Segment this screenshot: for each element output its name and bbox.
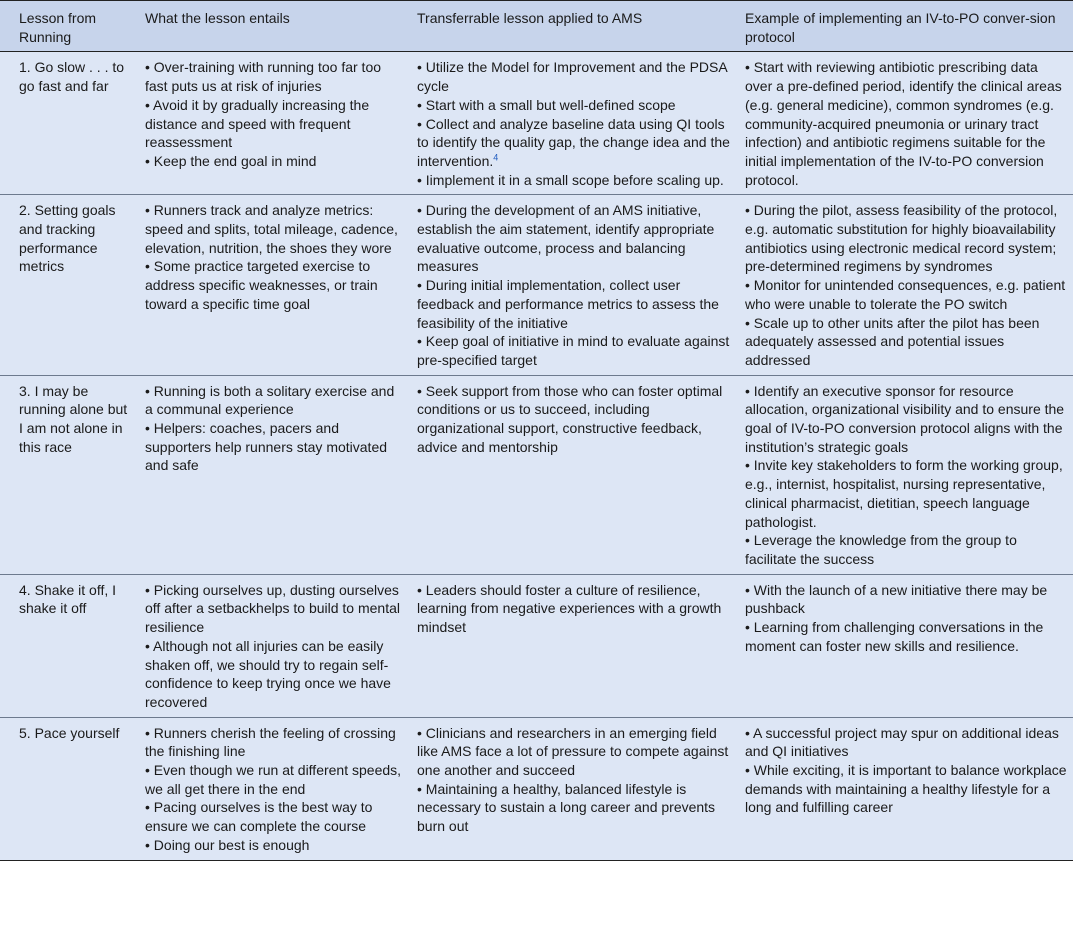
ams-cell (411, 717, 739, 860)
table-row (0, 717, 1073, 860)
entails-cell (139, 195, 411, 375)
table-row (0, 574, 1073, 717)
entails-cell (139, 52, 411, 195)
ams-cell (411, 195, 739, 375)
example-cell (739, 52, 1073, 195)
header-lesson: Lesson from Running (19, 10, 97, 45)
ams-item: • Start with a small but well-defined scope (417, 96, 676, 113)
lesson-cell: 4. Shake it off, I shake it off (19, 581, 117, 617)
entails-item: • Running is both a solitary exercise and a communal experience (145, 382, 395, 418)
entails-item: • Over-training with running too far too fast puts us at risk of injuries (145, 59, 382, 95)
example-item: • Invite key stakeholders to form the working group, e.g., internist, hospitalist, nursing representative, clinical pharmacist, dietitian, speech language pathologist. (745, 457, 1063, 530)
entails-item: • Runners cherish the feeling of crossing the finishing line (145, 724, 396, 760)
ams-cell (411, 375, 739, 574)
entails-item: • Some practice targeted exercise to address specific weaknesses, or train toward a specific time goal (145, 258, 378, 312)
entails-item: • Although not all injuries can be easily shaken off, we should try to regain self-confidence to keep trying once we have recovered (145, 637, 391, 710)
ams-item: • Utilize the Model for Improvement and the PDSA cycle (417, 59, 727, 95)
reference-superscript[interactable]: 4 (493, 152, 499, 163)
example-item: • Monitor for unintended consequences, e.g. patient who were unable to tolerate the PO switch (745, 277, 1066, 312)
entails-cell (139, 574, 411, 717)
entails-item: • Avoid it by gradually increasing the distance and speed with frequent reassessment (145, 96, 370, 151)
ams-item: • Seek support from those who can foster optimal conditions or us to succeed, including organizational support, constructive feedback, advice and mentorship (417, 382, 723, 455)
example-item: • With the launch of a new initiative there may be pushback (745, 581, 1048, 617)
ams-item: • During the development of an AMS initiative, establish the aim statement, identify appropriate evaluative outcome, process and balancing measures (417, 202, 715, 275)
entails-item: • Helpers: coaches, pacers and supporters help runners stay motivated and safe (145, 420, 388, 474)
ams-item: • Keep goal of initiative in mind to evaluate against pre-specified target (417, 333, 730, 368)
ams-cell (411, 52, 739, 195)
entails-item: • Runners track and analyze metrics: speed and splits, total mileage, cadence, elevation, nutrition, the shoes they wore (145, 202, 398, 256)
example-item: • While exciting, it is important to balance workplace demands with maintaining a healthy lifestyle for a long and fulfilling career (745, 762, 1067, 816)
example-item: • During the pilot, assess feasibility of the protocol, e.g. automatic substitution for highly bioavailability antibiotics using electronic medical record system; pre-determined regimens by syndromes (745, 202, 1058, 275)
ams-item: • Iimplement it in a small scope before scaling up. (417, 171, 724, 188)
table-row (0, 195, 1073, 375)
lesson-cell: 3. I may be running alone but I am not alone in this race (19, 382, 128, 455)
lesson-cell: 5. Pace yourself (19, 724, 120, 741)
entails-item: • Pacing ourselves is the best way to ensure we can complete the course (145, 799, 373, 835)
entails-item: • Even though we run at different speeds, we all get there in the end (145, 762, 402, 797)
entails-item: • Keep the end goal in mind (145, 152, 317, 169)
ams-item: • Leaders should foster a culture of resilience, learning from negative experiences with a growth mindset (417, 581, 722, 636)
ams-item: • Maintaining a healthy, balanced lifestyle is necessary to sustain a long career and prevents burn out (417, 780, 716, 835)
example-cell (739, 717, 1073, 860)
example-cell (739, 375, 1073, 574)
example-item: • Start with reviewing antibiotic prescribing data over a pre-defined period, identify the clinical areas (e.g. general medicine), common syndromes (e.g. community-acquired pneumonia or urinary tract infection) and antibiotic regimens suitable for the initial implementation of the IV-to-PO conversion protocol. (745, 59, 1062, 188)
example-cell (739, 574, 1073, 717)
example-cell (739, 195, 1073, 375)
header-ams: Transferrable lesson applied to AMS (417, 10, 643, 26)
entails-cell (139, 717, 411, 860)
ams-item: • During initial implementation, collect user feedback and performance metrics to assess the feasibility of the initiative (417, 277, 719, 331)
example-item: • A successful project may spur on additional ideas and QI initiatives (745, 724, 1059, 760)
entails-item: • Doing our best is enough (145, 836, 310, 853)
entails-item: • Picking ourselves up, dusting ourselves off after a setbackhelps to build to mental resilience (145, 581, 401, 636)
header-entails: What the lesson entails (145, 10, 290, 26)
lesson-cell: 1. Go slow . . . to go fast and far (19, 59, 125, 95)
example-item: • Identify an executive sponsor for resource allocation, organizational visibility and to ensure the goal of IV-to-PO conversion protocol aligns with the institution’s strategic goals (745, 382, 1065, 455)
header-example: Example of implementing an IV-to-PO conver-sion protocol (745, 10, 1056, 45)
table-header-row (0, 1, 1073, 52)
ams-item: • Clinicians and researchers in an emerging field like AMS face a lot of pressure to compete against one another and succeed (417, 724, 729, 779)
lesson-cell: 2. Setting goals and tracking performance metrics (19, 202, 116, 275)
table-row (0, 52, 1073, 195)
example-item: • Leverage the knowledge from the group to facilitate the success (745, 532, 1017, 567)
example-item: • Learning from challenging conversations in the moment can foster new skills and resilience. (745, 619, 1044, 654)
ams-item: • Collect and analyze baseline data using QI tools to identify the quality gap, the change idea and the intervention.$^4$ (417, 115, 730, 169)
ams-cell (411, 574, 739, 717)
example-item: • Scale up to other units after the pilot has been adequately assessed and potential issues addressed (745, 314, 1040, 368)
entails-cell (139, 375, 411, 574)
table-row (0, 375, 1073, 574)
